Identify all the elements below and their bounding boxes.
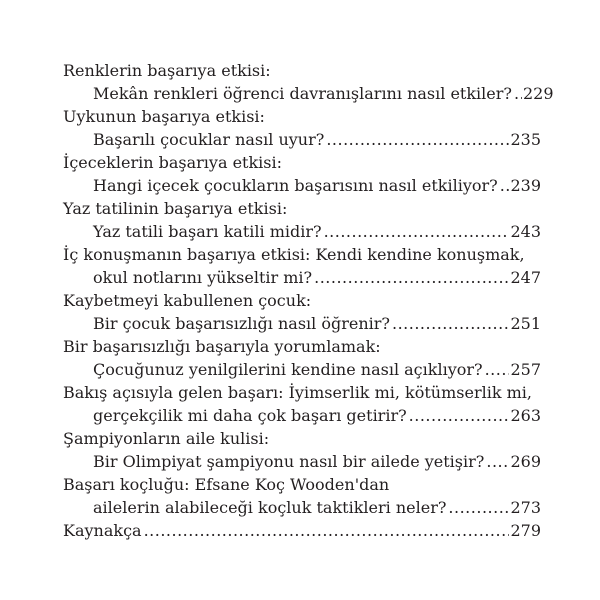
- toc-entry[interactable]: [63, 312, 541, 335]
- toc-heading-text: Başarı koçluğu: Efsane Koç Wooden'dan: [63, 475, 390, 494]
- toc-entry-text: Hangi içecek çocukların başarısını nasıl etkiliyor?: [93, 176, 498, 195]
- table-of-contents: [63, 59, 554, 542]
- toc-entry-text: gerçekçilik mi daha çok başarı getirir?: [93, 406, 407, 425]
- toc-page-number: 257: [510, 360, 541, 379]
- dot-leader: [485, 358, 510, 381]
- toc-heading: [63, 289, 541, 312]
- toc-heading-text: İç konuşmanın başarıya etkisi: Kendi kendine konuşmak,: [63, 245, 525, 264]
- toc-page-number: 263: [510, 406, 541, 425]
- toc-page-number: 243: [510, 222, 541, 241]
- toc-entry-text: Başarılı çocuklar nasıl uyur?: [93, 130, 325, 149]
- toc-entry-text: okul notlarını yükseltir mi?: [93, 268, 313, 287]
- toc-heading-text: Kaybetmeyi kabullenen çocuk:: [63, 291, 312, 310]
- toc-entry[interactable]: [63, 128, 541, 151]
- toc-entry-text: Bir çocuk başarısızlığı nasıl öğrenir?: [93, 314, 390, 333]
- toc-entry[interactable]: [63, 404, 541, 427]
- toc-heading-text: Uykunun başarıya etkisi:: [63, 107, 265, 126]
- toc-heading: [63, 105, 541, 128]
- dot-leader: [514, 82, 522, 105]
- toc-entry[interactable]: [63, 496, 541, 519]
- dot-leader: [326, 128, 509, 151]
- dot-leader: [324, 220, 510, 243]
- toc-heading: [63, 335, 541, 358]
- toc-heading: [63, 197, 541, 220]
- dot-leader: [392, 312, 509, 335]
- toc-entry[interactable]: [63, 82, 554, 105]
- toc-heading: [63, 381, 541, 404]
- toc-entry-text: Bir Olimpiyat şampiyonu nasıl bir ailede yetişir?: [93, 452, 485, 471]
- toc-heading-text: Bir başarısızlığı başarıyla yorumlamak:: [63, 337, 381, 356]
- toc-entry-text: Mekân renkleri öğrenci davranışlarını nasıl etkiler?: [93, 84, 512, 103]
- toc-entry-text: ailelerin alabileceği koçluk taktikleri neler?: [93, 498, 447, 517]
- toc-entry[interactable]: [63, 450, 541, 473]
- toc-entry-text: Kaynakça: [63, 521, 142, 540]
- toc-page-number: 273: [510, 498, 541, 517]
- toc-entry[interactable]: [63, 174, 541, 197]
- toc-entry[interactable]: [63, 358, 541, 381]
- toc-heading-text: İçeceklerin başarıya etkisi:: [63, 153, 283, 172]
- toc-page-number: 239: [510, 176, 541, 195]
- toc-page-number: 235: [510, 130, 541, 149]
- dot-leader: [500, 174, 510, 197]
- toc-heading-text: Bakış açısıyla gelen başarı: İyimserlik mi, kötümserlik mi,: [63, 383, 532, 402]
- dot-leader: [448, 496, 509, 519]
- toc-heading: [63, 59, 541, 82]
- dot-leader: [409, 404, 510, 427]
- toc-heading-text: Şampiyonların aile kulisi:: [63, 429, 270, 448]
- toc-entry[interactable]: [63, 220, 541, 243]
- toc-heading: [63, 243, 541, 266]
- toc-page-number: 229: [522, 84, 554, 103]
- toc-heading-text: Yaz tatilinin başarıya etkisi:: [63, 199, 288, 218]
- toc-entry-text: Yaz tatili başarı katili midir?: [93, 222, 322, 241]
- dot-leader: [486, 450, 509, 473]
- toc-entry[interactable]: [63, 519, 541, 542]
- toc-entry-text: Çocuğunuz yenilgilerini kendine nasıl açıklıyor?: [93, 360, 483, 379]
- dot-leader: [314, 266, 509, 289]
- toc-heading: [63, 427, 541, 450]
- toc-entry[interactable]: [63, 266, 541, 289]
- toc-page-number: 279: [510, 521, 541, 540]
- toc-page-number: 251: [510, 314, 541, 333]
- dot-leader: [144, 519, 510, 542]
- toc-heading-text: Renklerin başarıya etkisi:: [63, 61, 271, 80]
- toc-page-number: 269: [510, 452, 541, 471]
- toc-heading: [63, 473, 541, 496]
- toc-page-number: 247: [510, 268, 541, 287]
- toc-heading: [63, 151, 541, 174]
